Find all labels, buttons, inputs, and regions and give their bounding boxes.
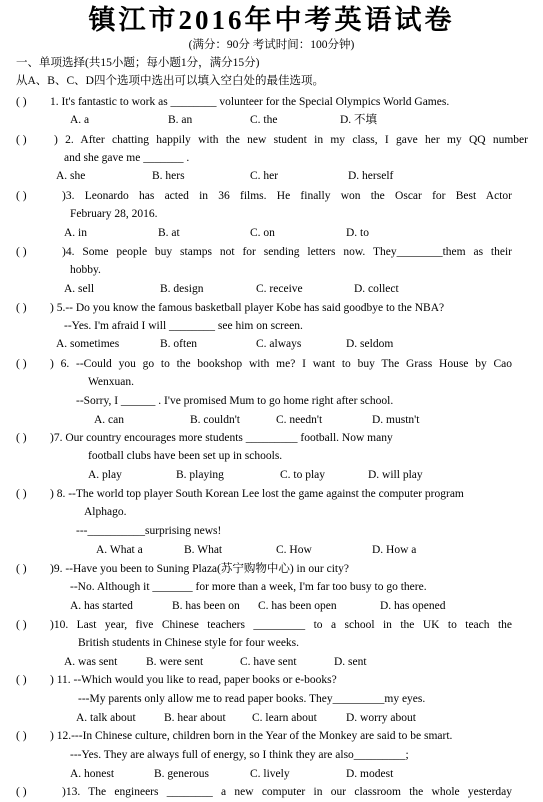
question-stem: --Yes. I'm afraid I will ________ see him on screen.	[64, 320, 303, 332]
answer-paren: ( )	[16, 730, 27, 742]
question-stem: British students in Chinese style for four weeks.	[78, 637, 300, 649]
section-instruction: 从A、B、C、D四个选项中选出可以填入空白处的最佳选项。	[16, 75, 324, 87]
option: B. an	[168, 114, 193, 126]
answer-paren: ( )	[16, 432, 27, 444]
question-stem: ---My parents only allow me to read paper books. They_________my eyes.	[78, 693, 426, 705]
option: B. were sent	[146, 656, 204, 668]
option: B. playing	[176, 469, 224, 481]
answer-paren: ( )	[16, 619, 27, 631]
question-stem: hobby.	[70, 264, 101, 276]
question-stem: ) 12.---In Chinese culture, children born in the Year of the Monkey are said to be smart.	[50, 730, 453, 742]
question-stem: )4. Some people buy stamps not for sending letters now. They________them as their	[62, 246, 512, 258]
option: C. always	[256, 338, 302, 350]
page-title: 镇江市2016年中考英语试卷	[88, 5, 455, 35]
option: B. generous	[154, 768, 209, 780]
question-stem: 1. It's fantastic to work as ________ volunteer for the Special Olympics World Games.	[50, 96, 450, 108]
option: A. What a	[96, 544, 143, 556]
option: C. her	[250, 170, 279, 182]
question-stem: ---__________surprising news!	[76, 525, 222, 537]
question-stem: )7. Our country encourages more students _________ football. Now many	[50, 432, 393, 444]
option: B. has been on	[172, 600, 240, 612]
option: D. to	[346, 227, 369, 239]
option: C. the	[250, 114, 278, 126]
question-stem: Alphago.	[84, 506, 127, 518]
option: C. lively	[250, 768, 290, 780]
option: A. talk about	[76, 712, 136, 724]
option: A. honest	[70, 768, 115, 780]
option: D. collect	[354, 283, 399, 295]
option: B. hear about	[164, 712, 226, 724]
option: D. worry about	[346, 712, 416, 724]
option: D. How a	[372, 544, 417, 556]
question-stem: ---Yes. They are always full of energy, so I think they are also_________;	[70, 749, 409, 761]
option: B. often	[160, 338, 198, 350]
answer-paren: ( )	[16, 302, 27, 314]
answer-paren: ( )	[16, 246, 27, 258]
option: B. design	[160, 283, 204, 295]
question-stem: --No. Although it _______ for more than a week, I'm far too busy to go there.	[70, 581, 427, 593]
option: D. 不填	[340, 114, 378, 126]
option: D. herself	[348, 170, 394, 182]
option: C. on	[250, 227, 275, 239]
option: B. What	[184, 544, 223, 556]
question-stem: ) 8. --The world top player South Korean Lee lost the game against the computer program	[50, 488, 464, 500]
option: D. seldom	[346, 338, 394, 350]
answer-paren: ( )	[16, 96, 27, 108]
answer-paren: ( )	[16, 674, 27, 686]
option: C. receive	[256, 283, 303, 295]
exam-info: (满分：90分 考试时间：100分钟)	[188, 39, 355, 51]
option: A. has started	[70, 600, 133, 612]
question-stem: ) 11. --Which would you like to read, paper books or e-books?	[50, 674, 337, 686]
question-stem: ) 2. After chatting happily with the new student in my class, I gave her my QQ number	[54, 134, 528, 146]
option: A. sell	[64, 283, 95, 295]
option: B. at	[158, 227, 180, 239]
question-stem: ) 6. --Could you go to the bookshop with me? I want to buy The Grass House by Cao	[50, 358, 512, 370]
option: A. sometimes	[56, 338, 120, 350]
question-stem: )3. Leonardo has acted in 36 films. He finally won the Oscar for Best Actor	[62, 190, 512, 202]
option: D. has opened	[380, 600, 446, 612]
option: C. How	[276, 544, 312, 556]
option: A. play	[88, 469, 122, 481]
option: D. sent	[334, 656, 367, 668]
question-stem: )9. --Have you been to Suning Plaza(苏宁购物中心) in our city?	[50, 563, 349, 575]
question-stem: ) 5.-- Do you know the famous basketball player Kobe has said goodbye to the NBA?	[50, 302, 445, 314]
question-stem: Wenxuan.	[88, 376, 135, 388]
option: C. have sent	[240, 656, 297, 668]
answer-paren: ( )	[16, 488, 27, 500]
option: C. learn about	[252, 712, 317, 724]
answer-paren: ( )	[16, 190, 27, 202]
option: A. in	[64, 227, 87, 239]
question-stem: --Sorry, I ______ . I've promised Mum to go home right after school.	[76, 395, 394, 407]
option: A. a	[70, 114, 90, 126]
option: D. modest	[346, 768, 394, 780]
option: B. hers	[152, 170, 185, 182]
option: A. she	[56, 170, 86, 182]
question-stem: )13. The engineers ________ a new computer in our classroom the whole yesterday	[62, 786, 512, 798]
question-stem: and she gave me _______ .	[64, 152, 190, 164]
question-stem: February 28, 2016.	[70, 208, 158, 220]
section-heading: 一、单项选择(共15小题；每小题1分，满分15分)	[16, 57, 260, 69]
option: C. has been open	[258, 600, 337, 612]
answer-paren: ( )	[16, 563, 27, 575]
option: D. mustn't	[372, 414, 420, 426]
option: A. can	[94, 414, 125, 426]
option: B. couldn't	[190, 414, 240, 426]
option: A. was sent	[64, 656, 118, 668]
question-stem: football clubs have been set up in schools.	[88, 450, 283, 462]
question-stem: )10. Last year, five Chinese teachers _________ to a school in the UK to teach the	[50, 619, 512, 631]
option: C. to play	[280, 469, 326, 481]
answer-paren: ( )	[16, 358, 27, 370]
option: C. needn't	[276, 414, 323, 426]
option: D. will play	[368, 469, 423, 481]
answer-paren: ( )	[16, 786, 27, 798]
answer-paren: ( )	[16, 134, 27, 146]
